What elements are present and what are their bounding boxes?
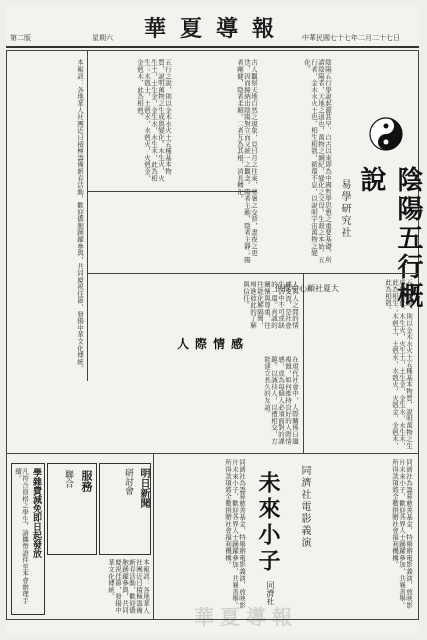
film-body-right: 同濟社為籌募慈善基金，特舉辦電影義演，放映影片未來小子，歡迎各界人士踴躍參加，共襄善舉。所得款項將全數捐贈社會福利機構。 (391, 459, 413, 609)
ad2-sub: 聯合 (63, 470, 73, 488)
relations-body-bottom: 在現代社會中，人際關係日趨複雜，如何維持良好的人際情感，成為每個人必須面對的課題。以誠待人，以禮相交，方能建立長久的友誼。 (263, 356, 299, 445)
relations-byline: 供提中心顧社夏大 (275, 284, 339, 293)
ad1-sub: 研討會 (123, 468, 133, 495)
article-body-middle: 古人觀察天地自然之現象，見日月之往來，寒暑之交替，晝夜之更迭，因而歸納出陰陽對立而又統一之觀念。陽者主動，陰者主靜；陽者剛健，陰者柔順。二者互為其根，消長轉化。 (236, 59, 258, 263)
newspaper-page (6, 6, 423, 634)
ad-box-seminar (99, 463, 151, 555)
relations-title: 人際情感 (177, 337, 250, 351)
date-line: 中華民國七十七年二月二十七日 (302, 34, 400, 42)
watermark: 華夏導報 (194, 605, 298, 629)
ad-extra-text: 本報訊：各地華人社團近日積極籌備新春活動，歡迎僑胞踴躍參與，共同慶祝佳節，發揚中華文化傳統。 (107, 559, 150, 614)
article-body-left: 五行之說，則以金木水火土五種基本物質，說明萬物之生成與變化。木生火，火生土，土生金，金生水，水生木，此為相生；木剋土，土剋水，水剋火，火剋金，金剋木，此為相剋。 (136, 59, 172, 182)
article-continued: 五行之說，則以金木水火土五種基本物質，說明萬物之生成與變化。木生火，火生土，土生金，金生水，水生木，此為相生；木剋土，土剋水，水剋火，火剋金，金剋木，此為相剋。 (384, 279, 413, 449)
content-frame (6, 50, 423, 620)
ad-box-tuition (11, 463, 45, 615)
yin-yang-icon (369, 117, 403, 151)
article-body-right: 陰陽五行學說起源甚早，自古以來即為中國哲學思想之重要基礎。所謂陰陽者，天地之道也，萬物之綱紀，變化之父母，生殺之本始。五行者，金木水火土也，相生相剋，循環不息，以說明宇宙萬物之變化。 (303, 59, 332, 263)
page-number: 第二版 (10, 34, 31, 42)
ad1-title: 明日新聞 (138, 468, 149, 508)
film-subtitle: 同濟社電影義演 (299, 465, 310, 549)
newspaper-title: 華夏導報 (143, 16, 288, 42)
left-column-news: 本報訊：各地華人社團近日積極籌備新春活動，歡迎僑胞踴躍參與，共同慶祝佳節，發揚中華文化傳統。 (76, 59, 84, 372)
relations-body-top: 人與人之間的情感交流，是社會生活中不可或缺的一環。真誠的關懷與尊重，往往能化解隔閡，增進彼此的了解與信任。 (242, 281, 299, 329)
article-author: 易學研究社 (339, 179, 350, 239)
ad3-title: 學雜費減免即日起發放 (31, 468, 41, 558)
ad-box-service (47, 463, 97, 555)
film-body-left: 同濟社為籌募慈善基金，特舉辦電影義演，放映影片未來小子，歡迎各界人士踴躍參加，共襄善舉。所得款項將全數捐贈社會福利機構。 (224, 459, 246, 609)
ad3-body: 凡符合資格之學生，請攜帶證件至本會辦理手續。 (14, 468, 29, 604)
ad2-title: 服務 (80, 470, 93, 492)
masthead (6, 6, 419, 48)
film-title: 未來小子 (255, 471, 281, 575)
film-org: 同濟社 (266, 581, 275, 605)
weekday: 星期六 (92, 34, 113, 42)
article-title: 陰陽五行概說 (356, 166, 423, 311)
